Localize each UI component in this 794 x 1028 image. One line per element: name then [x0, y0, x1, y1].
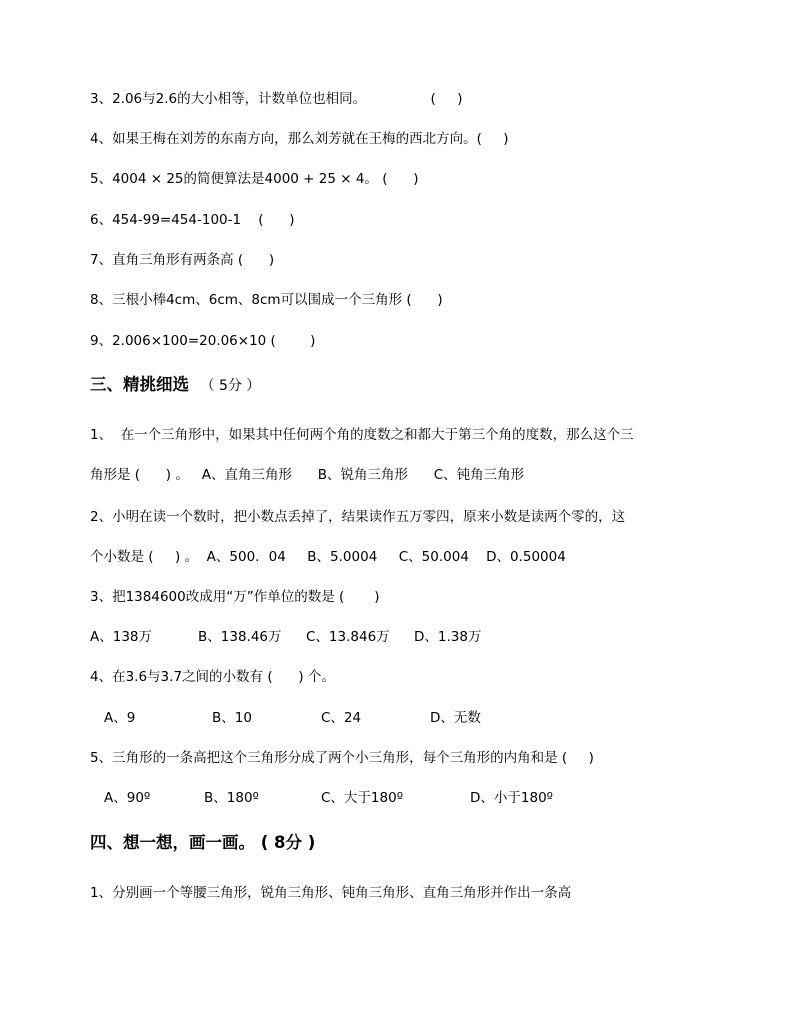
- choice-q2-line2: 个小数是 ( ) 。 A、500．04 B、5.0004 C、50.004 D、0.50004: [90, 549, 566, 565]
- section-3-score: （ 5分 ）: [200, 378, 261, 394]
- choice-q5: 5、三角形的一条高把这个三角形分成了两个小三角形，每个三角形的内角和是 ( ): [90, 750, 594, 766]
- choice-q4-option-b: B、10: [212, 710, 252, 726]
- choice-q5-option-c: C、大于180º: [321, 790, 404, 806]
- section-3-title: 三、精挑细选: [90, 375, 189, 394]
- draw-q1: 1、分别画一个等腰三角形，锐角三角形、钝角三角形、直角三角形并作出一条高: [90, 885, 572, 901]
- judge-item-8: 8、三根小棒4cm、6cm、8cm可以围成一个三角形 ( ): [90, 292, 443, 308]
- choice-q5-option-a: A、90º: [104, 790, 151, 806]
- choice-q3-option-c: C、13.846万: [306, 629, 390, 645]
- judge-item-7: 7、直角三角形有两条高 ( ): [90, 252, 275, 268]
- judge-item-3: 3、2.06与2.6的大小相等，计数单位也相同。 ( ): [90, 91, 463, 107]
- section-3-heading: [90, 374, 260, 397]
- choice-q4: 4、在3.6与3.7之间的小数有 ( ) 个。: [90, 669, 335, 685]
- judge-item-5: 5、4004 × 25的简便算法是4000 + 25 × 4。 ( ): [90, 171, 419, 187]
- section-4-heading: 四、想一想，画一画。 ( 8分 ): [90, 833, 316, 852]
- choice-q5-option-d: D、小于180º: [470, 790, 554, 806]
- judge-item-9: 9、2.006×100=20.06×10 ( ): [90, 333, 316, 349]
- judge-item-4: 4、如果王梅在刘芳的东南方向，那么刘芳就在王梅的西北方向。( ): [90, 131, 509, 147]
- choice-q1-line2: 角形是 ( ) 。 A、直角三角形 B、锐角三角形 C、钝角三角形: [90, 467, 525, 483]
- choice-q2-line1: 2、小明在读一个数时，把小数点丢掉了，结果读作五万零四，原来小数是读两个零的，这: [90, 509, 626, 525]
- choice-q3-option-d: D、1.38万: [414, 629, 482, 645]
- choice-q3-option-a: A、138万: [90, 629, 153, 645]
- judge-item-6: 6、454-99=454-100-1 ( ): [90, 212, 295, 228]
- choice-q4-option-c: C、24: [321, 710, 362, 726]
- choice-q3: 3、把1384600改成用“万”作单位的数是 ( ): [90, 589, 380, 605]
- choice-q5-option-b: B、180º: [204, 790, 259, 806]
- choice-q3-option-b: B、138.46万: [198, 629, 282, 645]
- choice-q1-line1: 1、 在一个三角形中，如果其中任何两个角的度数之和都大于第三个角的度数，那么这个三: [90, 427, 634, 443]
- choice-q4-option-a: A、9: [104, 710, 136, 726]
- choice-q4-option-d: D、无数: [430, 710, 481, 726]
